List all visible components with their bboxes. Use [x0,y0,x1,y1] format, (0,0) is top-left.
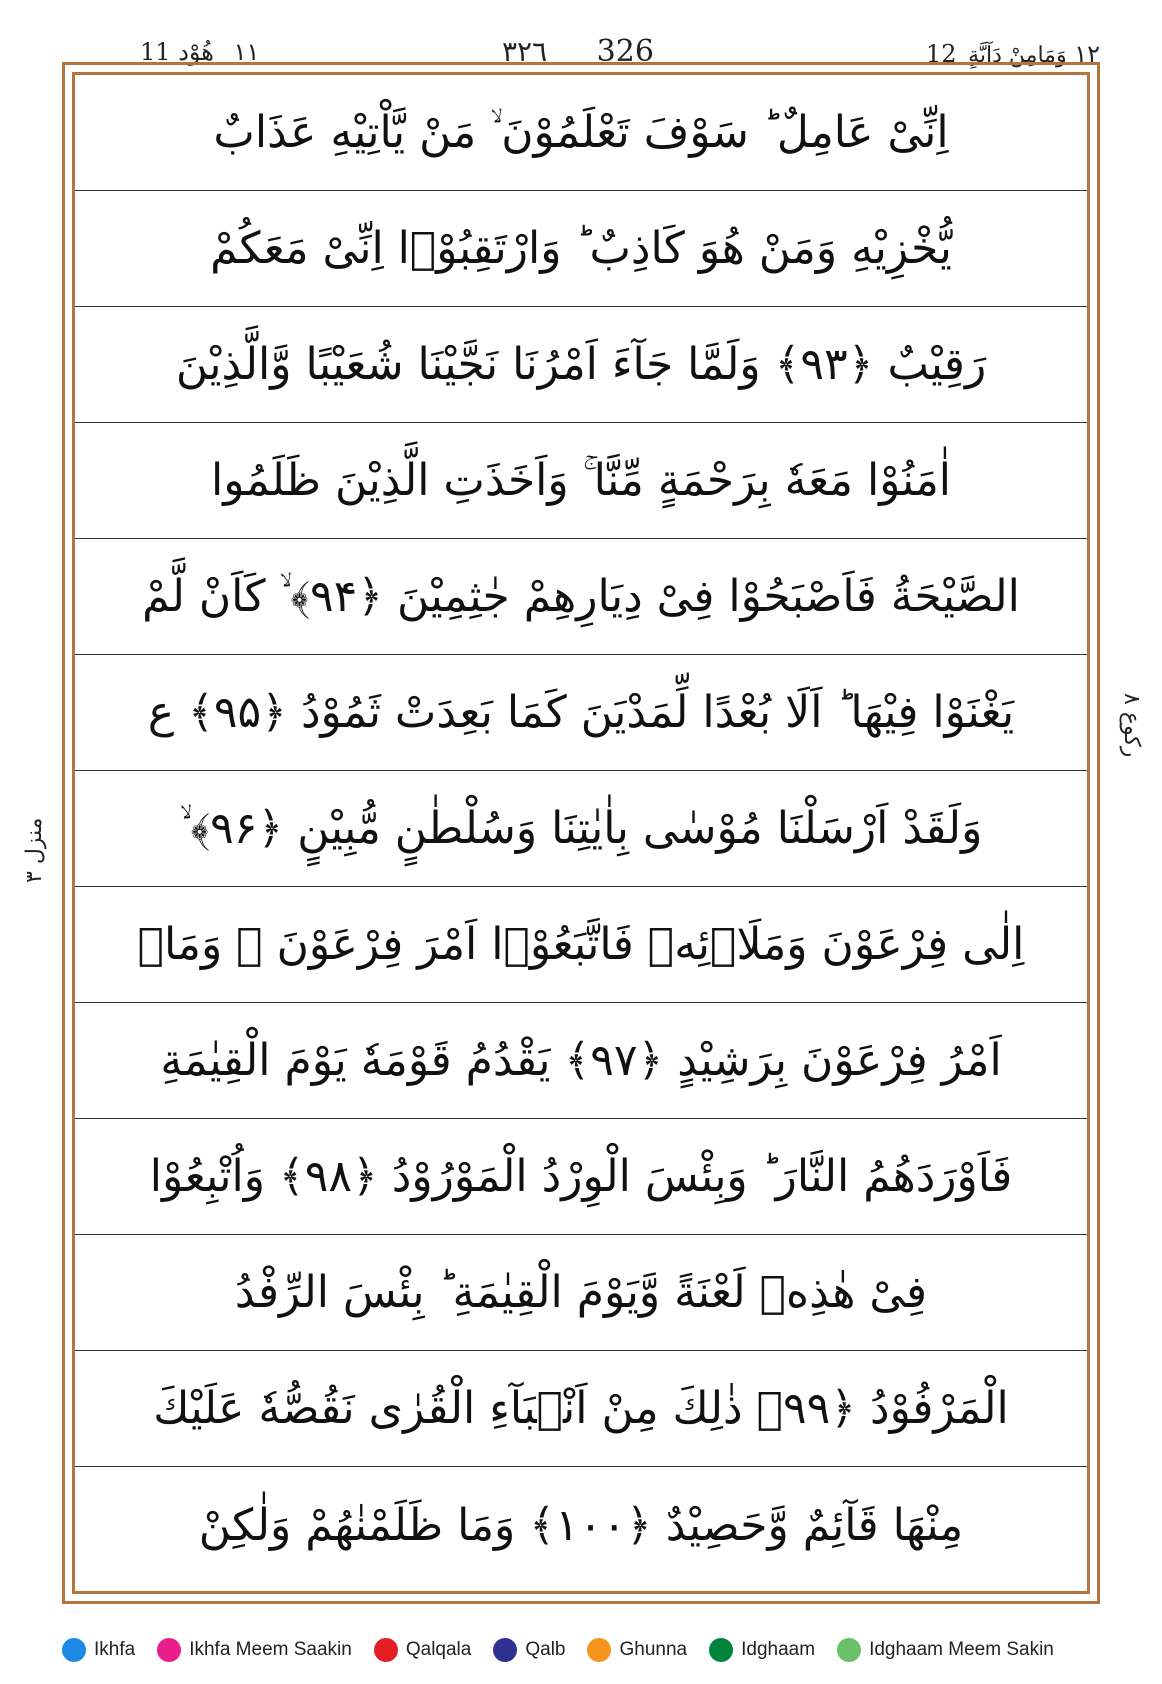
color-dot-icon [493,1638,517,1662]
color-dot-icon [62,1638,86,1662]
color-dot-icon [157,1638,181,1662]
ruku-marker: ركوع ٨ [1119,692,1144,758]
legend-item-qalqala [374,1638,472,1662]
text-line-6 [75,655,1087,771]
text-line-13 [75,1467,1087,1583]
text-line-10 [75,1119,1087,1235]
surah-number-ar: ١١ [233,38,260,66]
text-line-2 [75,191,1087,307]
line-text: الْمَرْفُوْدُ ﴿۹۹﴾ ذٰلِكَ مِنْ اَنْۢبَآءِ الْقُرٰی نَقُصُّهٗ عَلَیْكَ [153,1383,1009,1434]
page-number-ar: ٣٢٦ [502,35,548,68]
legend-label: Qalb [525,1639,566,1660]
line-text: اِلٰی فِرْعَوْنَ وَمَلَا۠ئِهٖ فَاتَّبَعُوْۤا اَمْرَ فِرْعَوْنَ ۚ وَمَاۤ [137,919,1025,970]
text-line-9 [75,1003,1087,1119]
legend-label: Idghaam [741,1639,816,1660]
text-line-7 [75,771,1087,887]
legend-item-ikhfa [62,1638,135,1662]
legend-item-qalb [493,1638,565,1662]
legend-label: Ikhfa Meem Saakin [189,1639,352,1660]
text-line-5 [75,539,1087,655]
legend-label: Ikhfa [94,1639,136,1660]
line-text: اَمْرُ فِرْعَوْنَ بِرَشِیْدٍ ﴿۹۷﴾ یَقْدُمُ قَوْمَهٗ یَوْمَ الْقِیٰمَةِ [160,1035,1002,1086]
legend-item-idghaam-meem-sakin [837,1638,1054,1662]
legend-item-idghaam [709,1638,815,1662]
color-dot-icon [709,1638,733,1662]
line-text: وَلَقَدْ اَرْسَلْنَا مُوْسٰی بِاٰیٰتِنَا وَسُلْطٰنٍ مُّبِیْنٍ ﴿۹۶﴾ ۙ [179,803,983,854]
juz-number-ar: ١٢ [1074,40,1100,68]
line-text: مِنْهَا قَآئِمٌ وَّحَصِیْدٌ ﴿۱۰۰﴾ وَمَا ظَلَمْنٰهُمْ وَلٰكِنْ [198,1499,964,1551]
text-line-12 [75,1351,1087,1467]
juz-name: وَمَامِنْ دَآبَّةٍ [968,43,1067,68]
legend-label: Ghunna [619,1639,688,1660]
line-text: یُّخْزِیْهِ وَمَنْ هُوَ كَاذِبٌ ؕ وَارْتَقِبُوْۤا اِنِّیْ مَعَكُمْ [210,223,952,274]
quran-text-frame [72,72,1090,1594]
color-dot-icon [837,1638,861,1662]
line-text: فِیْ هٰذِهٖ لَعْنَةً وَّیَوْمَ الْقِیٰمَةِ ؕ بِئْسَ الرِّفْدُ [234,1267,928,1318]
text-line-1 [75,75,1087,191]
line-text: الصَّیْحَةُ فَاَصْبَحُوْا فِیْ دِیَارِهِمْ جٰثِمِیْنَ ﴿۹۴﴾ ۙ كَاَنْ لَّمْ [142,571,1020,622]
color-dot-icon [587,1638,611,1662]
text-line-4 [75,423,1087,539]
line-text: یَغْنَوْا فِیْهَا ؕ اَلَا بُعْدًا لِّمَدْیَنَ كَمَا بَعِدَتْ ثَمُوْدُ ﴿۹۵﴾ ع [147,687,1015,738]
surah-name: هُوْد [178,38,214,66]
text-line-11 [75,1235,1087,1351]
legend-item-ghunna [587,1638,687,1662]
juz-number: 12 [925,40,957,68]
line-text: اِنِّیْ عَامِلٌ ؕ سَوْفَ تَعْلَمُوْنَ ۙ مَنْ یَّاْتِیْهِ عَذَابٌ [213,107,949,158]
text-line-8 [75,887,1087,1003]
surah-number: 11 [140,38,171,66]
legend-item-ikhfa-meem-saakin [157,1638,352,1662]
color-dot-icon [374,1638,398,1662]
legend-label: Qalqala [405,1639,472,1660]
tajweed-legend [62,1632,1122,1668]
line-text: اٰمَنُوْا مَعَهٗ بِرَحْمَةٍ مِّنَّا ۚ وَاَخَذَتِ الَّذِیْنَ ظَلَمُوا [211,455,951,506]
manzil-marker: منزل ٣ [22,817,47,883]
line-text: فَاَوْرَدَهُمُ النَّارَ ؕ وَبِئْسَ الْوِرْدُ الْمَوْرُوْدُ ﴿۹۸﴾ وَاُتْبِعُوْا [149,1151,1013,1202]
page-number: 326 [596,34,654,69]
line-text: رَقِیْبٌ ﴿۹۳﴾ وَلَمَّا جَآءَ اَمْرُنَا نَجَّیْنَا شُعَیْبًا وَّالَّذِیْنَ [175,339,987,390]
text-line-3 [75,307,1087,423]
legend-label: Idghaam Meem Sakin [869,1639,1054,1660]
